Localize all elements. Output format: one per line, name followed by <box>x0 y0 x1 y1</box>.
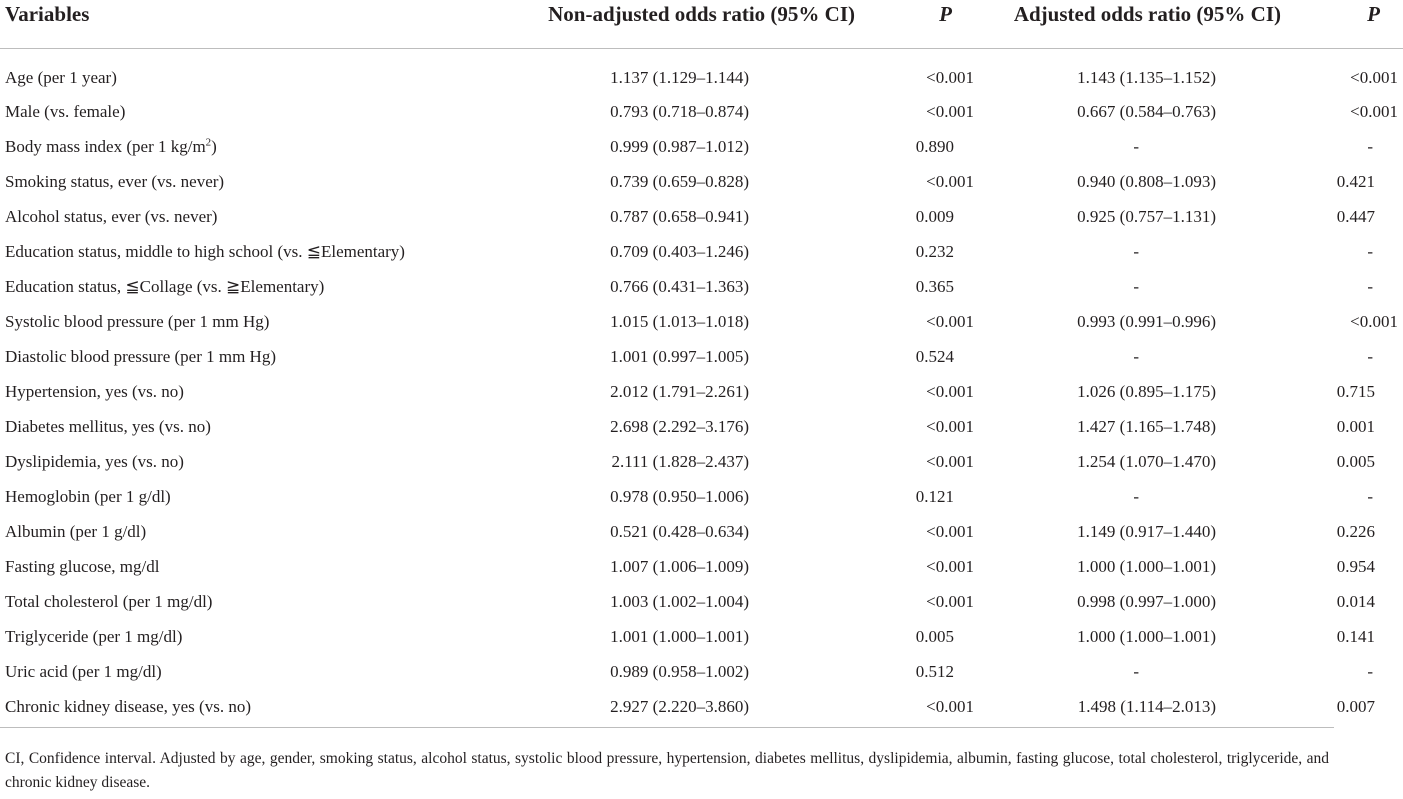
cell-non-adjusted-or: 2.927 (2.220–3.860) <box>610 696 749 716</box>
cell-variable <box>0 654 475 689</box>
cell-p-adjusted: 0.014 <box>1336 591 1375 611</box>
cell-p-non-adjusted: <0.001 <box>926 521 974 541</box>
cell-non-adjusted-or: 0.709 (0.403–1.246) <box>610 241 749 261</box>
cell-p-non-adjusted: 0.009 <box>915 206 954 226</box>
table-row <box>0 619 1403 654</box>
cell-non-adjusted-or: 0.989 (0.958–1.002) <box>610 661 749 681</box>
cell-p-non-adjusted: <0.001 <box>926 416 974 436</box>
cell-p-adjusted: - <box>1367 136 1373 156</box>
table-header <box>0 0 1403 49</box>
cell-variable <box>0 304 475 339</box>
variable-label: Hypertension, yes (vs. no) <box>5 381 184 401</box>
variable-label: Triglyceride (per 1 mg/dl) <box>5 626 183 646</box>
cell-non-adjusted-or: 1.003 (1.002–1.004) <box>610 591 749 611</box>
cell-adjusted-or: - <box>1133 276 1139 296</box>
cell-p-non-adjusted: <0.001 <box>926 67 974 87</box>
cell-p-adjusted: - <box>1367 661 1373 681</box>
table-row <box>0 479 1403 514</box>
cell-p-adjusted: <0.001 <box>1350 67 1398 87</box>
cell-variable <box>0 409 475 444</box>
cell-non-adjusted-or: 1.001 (1.000–1.001) <box>610 626 749 646</box>
cell-non-adjusted-or: 1.001 (0.997–1.005) <box>610 346 749 366</box>
table-row <box>0 409 1403 444</box>
cell-adjusted-or: 0.998 (0.997–1.000) <box>1077 591 1216 611</box>
cell-p-non-adjusted: 0.005 <box>915 626 954 646</box>
cell-p-adjusted: 0.141 <box>1336 626 1375 646</box>
cell-adjusted-or: 0.925 (0.757–1.131) <box>1077 206 1216 226</box>
cell-variable <box>0 444 475 479</box>
cell-p-adjusted: 0.005 <box>1336 451 1375 471</box>
variable-label-tail: ) <box>211 136 217 156</box>
cell-variable <box>0 549 475 584</box>
header-non-adjusted-or: Non-adjusted odds ratio (95% CI) <box>475 0 861 49</box>
cell-non-adjusted-or: 2.698 (2.292–3.176) <box>610 416 749 436</box>
variable-label: Age (per 1 year) <box>5 67 117 87</box>
cell-p-non-adjusted: 0.365 <box>915 276 954 296</box>
cell-p-non-adjusted: 0.512 <box>915 661 954 681</box>
cell-adjusted-or: 1.143 (1.135–1.152) <box>1077 67 1216 87</box>
table-row <box>0 584 1403 619</box>
variable-label: Diastolic blood pressure (per 1 mm Hg) <box>5 346 276 366</box>
cell-variable <box>0 374 475 409</box>
cell-p-non-adjusted: 0.524 <box>915 346 954 366</box>
variable-label: Body mass index (per 1 kg/m <box>5 136 206 156</box>
cell-variable <box>0 584 475 619</box>
variable-label: Total cholesterol (per 1 mg/dl) <box>5 591 213 611</box>
table-row <box>0 129 1403 164</box>
cell-p-non-adjusted: 0.121 <box>915 486 954 506</box>
table-row <box>0 164 1403 199</box>
table-row <box>0 199 1403 234</box>
table-row <box>0 49 1403 95</box>
cell-variable <box>0 199 475 234</box>
cell-adjusted-or: 1.498 (1.114–2.013) <box>1077 696 1216 716</box>
variable-label: Fasting glucose, mg/dl <box>5 556 160 576</box>
table-row <box>0 234 1403 269</box>
cell-p-non-adjusted: <0.001 <box>926 171 974 191</box>
cell-variable <box>0 619 475 654</box>
variable-label: Chronic kidney disease, yes (vs. no) <box>5 696 251 716</box>
cell-non-adjusted-or: 1.007 (1.006–1.009) <box>610 556 749 576</box>
table-row <box>0 444 1403 479</box>
cell-adjusted-or: 0.667 (0.584–0.763) <box>1077 101 1216 121</box>
cell-variable <box>0 234 475 269</box>
cell-non-adjusted-or: 0.766 (0.431–1.363) <box>610 276 749 296</box>
table-row <box>0 94 1403 129</box>
cell-p-adjusted: 0.421 <box>1336 171 1375 191</box>
variable-label: Diabetes mellitus, yes (vs. no) <box>5 416 211 436</box>
table-row <box>0 689 1403 724</box>
variable-label: Dyslipidemia, yes (vs. no) <box>5 451 184 471</box>
cell-variable <box>0 689 475 724</box>
cell-variable <box>0 49 475 95</box>
cell-non-adjusted-or: 0.999 (0.987–1.012) <box>610 136 749 156</box>
cell-p-non-adjusted: 0.890 <box>915 136 954 156</box>
cell-adjusted-or: 0.993 (0.991–0.996) <box>1077 311 1216 331</box>
cell-non-adjusted-or: 0.739 (0.659–0.828) <box>610 171 749 191</box>
header-adjusted-or: Adjusted odds ratio (95% CI) <box>979 0 1289 49</box>
table-row <box>0 374 1403 409</box>
cell-p-adjusted: 0.226 <box>1336 521 1375 541</box>
table-footnote: CI, Confidence interval. Adjusted by age, gender, smoking status, alcohol status, systolic blood pressure, hypertension, diabetes mellitus, dyslipidemia, albumin, fasting glucose, total cholesterol, triglyceride, and chronic kidney disease. <box>5 750 1329 791</box>
cell-p-non-adjusted: <0.001 <box>926 311 974 331</box>
cell-non-adjusted-or: 0.793 (0.718–0.874) <box>610 101 749 121</box>
table-body <box>0 49 1403 725</box>
table-row <box>0 514 1403 549</box>
cell-adjusted-or: - <box>1133 136 1139 156</box>
header-variables: Variables <box>0 0 475 49</box>
table-row <box>0 339 1403 374</box>
cell-adjusted-or: 1.000 (1.000–1.001) <box>1077 556 1216 576</box>
table-row <box>0 654 1403 689</box>
variable-superscript: 2 <box>205 135 212 148</box>
cell-p-adjusted: - <box>1367 276 1373 296</box>
table-row <box>0 549 1403 584</box>
cell-adjusted-or: - <box>1133 241 1139 261</box>
header-p-adjusted: P <box>1289 0 1403 49</box>
cell-non-adjusted-or: 0.521 (0.428–0.634) <box>610 521 749 541</box>
variable-label: Male (vs. female) <box>5 101 126 121</box>
cell-adjusted-or: 0.940 (0.808–1.093) <box>1077 171 1216 191</box>
cell-variable <box>0 479 475 514</box>
cell-variable <box>0 94 475 129</box>
cell-p-non-adjusted: <0.001 <box>926 451 974 471</box>
cell-variable <box>0 164 475 199</box>
header-row <box>0 0 1403 49</box>
cell-p-adjusted: - <box>1367 486 1373 506</box>
cell-non-adjusted-or: 2.012 (1.791–2.261) <box>610 381 749 401</box>
cell-p-adjusted: - <box>1367 241 1373 261</box>
cell-p-non-adjusted: 0.232 <box>915 241 954 261</box>
cell-p-non-adjusted: <0.001 <box>926 101 974 121</box>
cell-non-adjusted-or: 1.015 (1.013–1.018) <box>610 311 749 331</box>
cell-p-adjusted: <0.001 <box>1350 311 1398 331</box>
cell-adjusted-or: 1.000 (1.000–1.001) <box>1077 626 1216 646</box>
table-bottom-rule <box>0 727 1334 728</box>
variable-label: Education status, middle to high school (vs. ≦Elementary) <box>5 241 405 261</box>
cell-adjusted-or: - <box>1133 486 1139 506</box>
cell-p-adjusted: - <box>1367 346 1373 366</box>
cell-p-non-adjusted: <0.001 <box>926 381 974 401</box>
cell-p-adjusted: <0.001 <box>1350 101 1398 121</box>
variable-label: Alcohol status, ever (vs. never) <box>5 206 218 226</box>
cell-p-adjusted: 0.954 <box>1336 556 1375 576</box>
cell-adjusted-or: - <box>1133 346 1139 366</box>
cell-variable <box>0 269 475 304</box>
variable-label: Education status, ≦Collage (vs. ≧Elementary) <box>5 276 325 296</box>
table-row <box>0 269 1403 304</box>
variable-label: Albumin (per 1 g/dl) <box>5 521 147 541</box>
cell-non-adjusted-or: 1.137 (1.129–1.144) <box>610 67 749 87</box>
cell-p-adjusted: 0.715 <box>1336 381 1375 401</box>
variable-label: Systolic blood pressure (per 1 mm Hg) <box>5 311 270 331</box>
cell-p-non-adjusted: <0.001 <box>926 696 974 716</box>
variable-label: Uric acid (per 1 mg/dl) <box>5 661 162 681</box>
cell-p-non-adjusted: <0.001 <box>926 556 974 576</box>
cell-adjusted-or: - <box>1133 661 1139 681</box>
cell-p-non-adjusted: <0.001 <box>926 591 974 611</box>
cell-variable <box>0 514 475 549</box>
variable-label: Hemoglobin (per 1 g/dl) <box>5 486 171 506</box>
cell-non-adjusted-or: 0.978 (0.950–1.006) <box>610 486 749 506</box>
cell-p-adjusted: 0.447 <box>1336 206 1375 226</box>
cell-variable <box>0 129 475 164</box>
cell-adjusted-or: 1.026 (0.895–1.175) <box>1077 381 1216 401</box>
cell-non-adjusted-or: 0.787 (0.658–0.941) <box>610 206 749 226</box>
cell-variable <box>0 339 475 374</box>
table-row <box>0 304 1403 339</box>
variable-label: Smoking status, ever (vs. never) <box>5 171 225 191</box>
cell-adjusted-or: 1.149 (0.917–1.440) <box>1077 521 1216 541</box>
cell-p-adjusted: 0.001 <box>1336 416 1375 436</box>
header-p-non-adjusted: P <box>861 0 979 49</box>
cell-adjusted-or: 1.254 (1.070–1.470) <box>1077 451 1216 471</box>
cell-adjusted-or: 1.427 (1.165–1.748) <box>1077 416 1216 436</box>
cell-non-adjusted-or: 2.111 (1.828–2.437) <box>611 451 749 471</box>
cell-p-adjusted: 0.007 <box>1336 696 1375 716</box>
